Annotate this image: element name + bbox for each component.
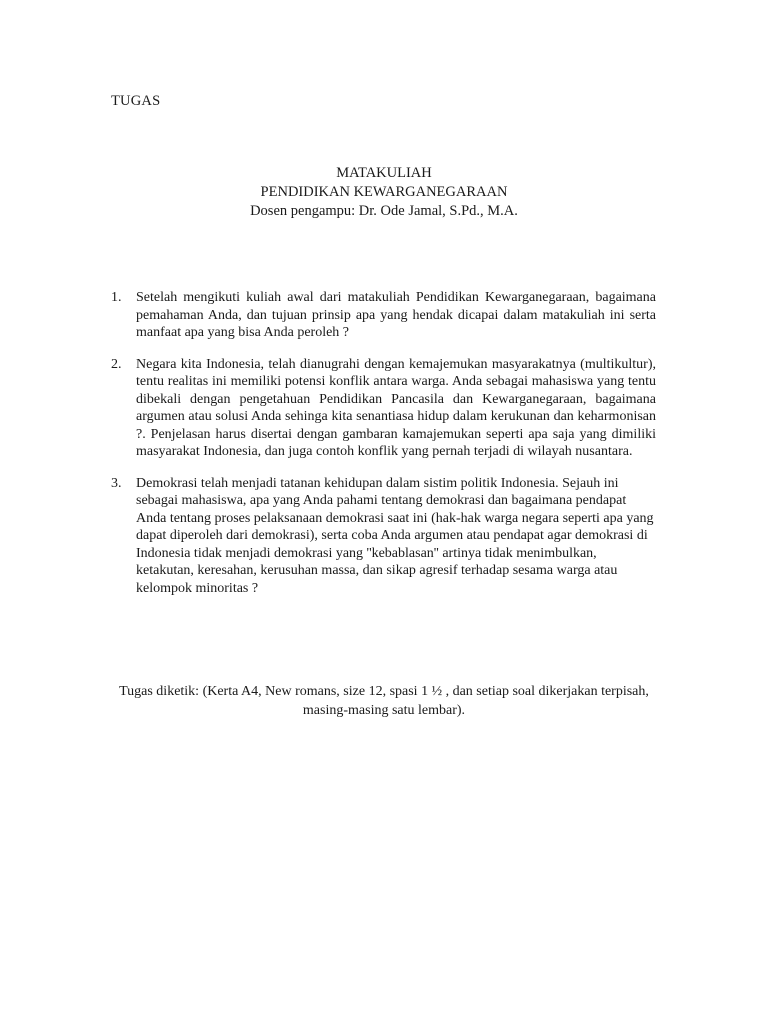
course-line-matakuliah: MATAKULIAH: [336, 165, 432, 181]
question-text: Setelah mengikuti kuliah awal dari matakuliah Pendidikan Kewarganegaraan, bagaimana pemahaman Anda, dan tujuan prinsip apa yang hendak dicapai dalam matakuliah ini serta manfaat apa yang bisa Anda peroleh ?: [136, 290, 656, 340]
formatting-instructions: Tugas diketik: (Kerta A4, New romans, size 12, spasi 1 ½ , dan setiap soal dikerjakan terpisah, masing-masing satu lembar).: [119, 684, 649, 718]
course-name: PENDIDIKAN KEWARGANEGARAAN: [260, 184, 508, 200]
question-item-3: [111, 475, 656, 598]
course-header: [0, 164, 768, 221]
question-text: Demokrasi telah menjadi tatanan kehidupan dalam sistim politik Indonesia. Sejauh ini sebagai mahasiswa, apa yang Anda pahami tentang demokrasi dan bagaimana pendapat Anda tentang proses pelaksanaan demokrasi saat ini (hak-hak warga negara seperti apa yang dapat diperoleh dari demokrasi), serta coba Anda argumen atau pendapat agar demokrasi di Indonesia tidak menjadi demokrasi yang ''kebablasan'' artinya tidak menimbulkan, ketakutan, keresahan, kerusuhan massa, dan sikap agresif terhadap sesama warga atau kelompok minoritas ?: [136, 475, 654, 596]
question-item-2: [111, 356, 656, 461]
assignment-label: TUGAS: [111, 93, 161, 109]
question-number: 3.: [111, 475, 122, 491]
question-number: 2.: [111, 356, 122, 372]
lecturer-line: Dosen pengampu: Dr. Ode Jamal, S.Pd., M.A.: [250, 203, 518, 219]
question-number: 1.: [111, 290, 122, 305]
question-list: [111, 289, 656, 611]
question-text: Negara kita Indonesia, telah dianugrahi dengan kemajemukan masyarakatnya (multikultur), tentu realitas ini memiliki potensi konflik antara warga. Anda sebagai mahasiswa yang tentu dibekali dengan pengetahuan Pendidikan Pancasila dan Kewarganegaraan, bagaimana argumen atau solusi Anda sehinga kita senantiasa hidup dalam kerukunan dan keharmonisan ?. Penjelasan harus disertai dengan gambaran kamajemukan seperti apa saja yang dimiliki masyarakat Indonesia, dan juga contoh konflik yang pernah terjadi di wilayah nusantara.: [136, 356, 656, 459]
question-item-1: [111, 289, 656, 342]
